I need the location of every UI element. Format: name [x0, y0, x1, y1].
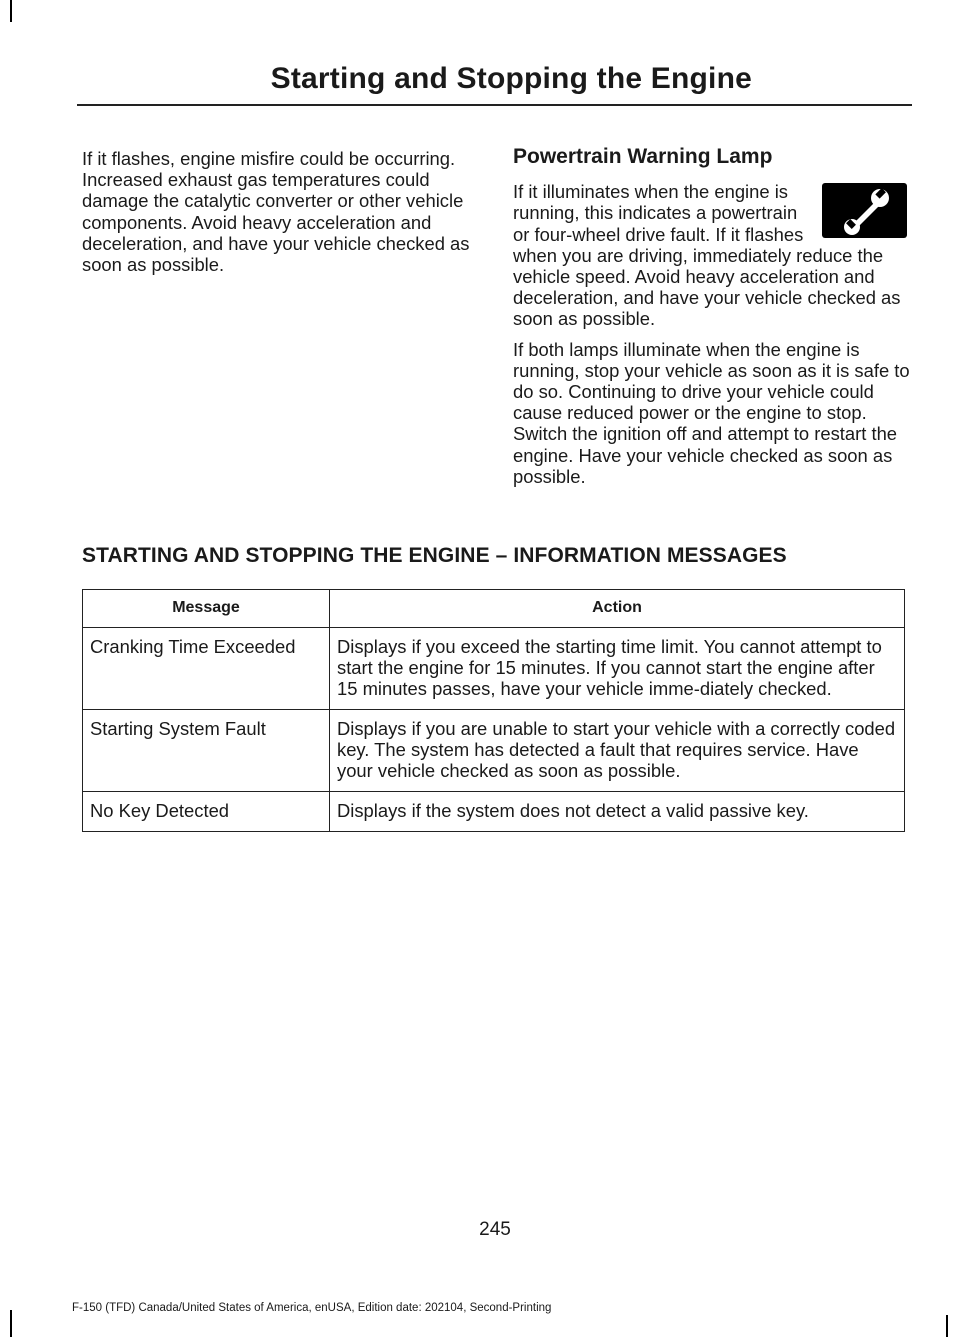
powertrain-heading: Powertrain Warning Lamp: [513, 145, 773, 168]
messages-table: [82, 589, 905, 832]
message-cell: Starting System Fault: [83, 710, 330, 792]
powertrain-paragraph-1: If it illuminates when the engine is running, this indicates a powertrain or four-wheel drive fault. If it flashes when you are driving, immediately reduce the vehicle speed. Avoid heavy acceleration and deceleration, and have your vehicle checked as soon as possible.: [513, 181, 901, 330]
table-row: [83, 710, 905, 792]
wrench-icon: [822, 183, 907, 238]
footer-text: F-150 (TFD) Canada/United States of America, enUSA, Edition date: 202104, Second-Printing: [72, 1302, 552, 1314]
header-divider: [77, 104, 912, 106]
misfire-paragraph: If it flashes, engine misfire could be occurring. Increased exhaust gas temperatures could damage the catalytic converter or other vehicle components. Avoid heavy acceleration and deceleration, and have your vehicle checked as soon as possible.: [82, 148, 470, 276]
column-header-message: Message: [83, 590, 330, 628]
right-column: [513, 146, 911, 487]
action-cell: Displays if you exceed the starting time limit. You cannot attempt to start the engine for 15 minutes. If you cannot start the engine after 15 minutes passes, have your vehicle imme-diately checked.: [330, 628, 905, 710]
crop-mark: [10, 1310, 12, 1337]
action-cell: Displays if you are unable to start your vehicle with a correctly coded key. The system has detected a fault that requires service. Have your vehicle checked as soon as possible.: [330, 710, 905, 792]
action-cell: Displays if the system does not detect a valid passive key.: [330, 792, 905, 832]
table-row: [83, 628, 905, 710]
message-cell: No Key Detected: [83, 792, 330, 832]
page-number: 245: [479, 1219, 511, 1240]
column-header-action: Action: [330, 590, 905, 628]
message-cell: Cranking Time Exceeded: [83, 628, 330, 710]
crop-mark: [946, 1315, 948, 1337]
page-title: Starting and Stopping the Engine: [270, 62, 752, 95]
section-heading: STARTING AND STOPPING THE ENGINE – INFORMATION MESSAGES: [82, 544, 787, 567]
powertrain-paragraph-2: If both lamps illuminate when the engine is running, stop your vehicle as soon as it is safe to do so. Continuing to drive your vehicle could cause reduced power or the engine to stop. Switch the ignition off and attempt to restart the engine. Have your vehicle checked as soon as possible.: [513, 338, 910, 487]
table-header-row: [83, 590, 905, 628]
left-column: [82, 148, 477, 275]
crop-mark: [10, 0, 12, 22]
table-row: [83, 792, 905, 832]
